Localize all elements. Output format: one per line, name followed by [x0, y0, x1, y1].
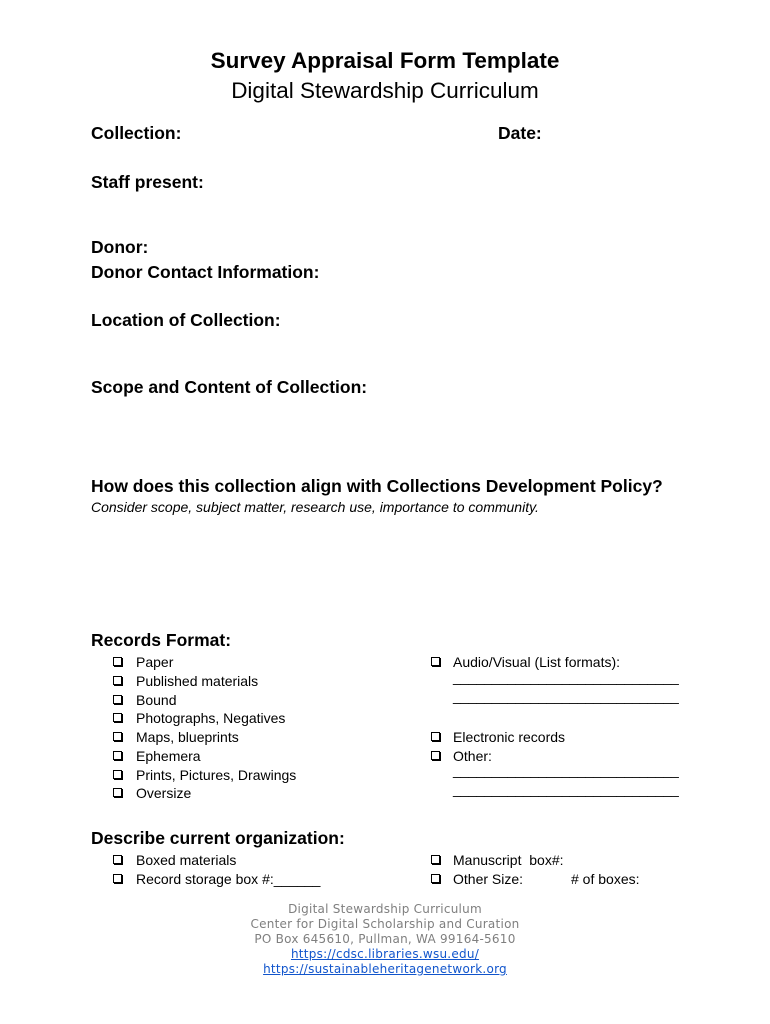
- date-label: Date:: [498, 123, 542, 143]
- location-label: Location of Collection:: [91, 310, 281, 330]
- checkbox-icon: [113, 855, 122, 864]
- checkbox-icon: [113, 770, 122, 779]
- number-of-boxes-label: # of boxes:: [571, 871, 640, 887]
- option-oversize: Oversize: [136, 785, 192, 801]
- option-other: Other:: [453, 748, 492, 764]
- option-maps: Maps, blueprints: [136, 729, 239, 745]
- option-other-size: Other Size:: [453, 871, 524, 887]
- checkbox-icon: [431, 874, 440, 883]
- sustainable-heritage-link[interactable]: https://sustainableheritagenetwork.org: [263, 962, 507, 976]
- other-blank-line: _____________________________: [453, 781, 679, 797]
- checkbox-icon: [113, 695, 122, 704]
- option-electronic-records: Electronic records: [453, 729, 566, 745]
- page-footer: [0, 902, 770, 977]
- checkbox-icon: [113, 713, 122, 722]
- option-ephemera: Ephemera: [136, 748, 201, 764]
- cdsc-link[interactable]: https://cdsc.libraries.wsu.edu/: [290, 947, 480, 961]
- option-prints: Prints, Pictures, Drawings: [136, 767, 297, 783]
- other-blank-line: _____________________________: [453, 762, 679, 778]
- current-organization-heading: Describe current organization:: [91, 828, 345, 848]
- checkbox-icon: [113, 751, 122, 760]
- policy-alignment-question: How does this collection align with Collections Development Policy?: [91, 476, 663, 496]
- footer-center: Center for Digital Scholarship and Curation: [250, 917, 520, 931]
- option-bound: Bound: [136, 692, 177, 708]
- staff-present-label: Staff present:: [91, 172, 204, 192]
- checkbox-icon: [113, 732, 122, 741]
- option-boxed-materials: Boxed materials: [136, 852, 237, 868]
- audio-visual-blank-line: _____________________________: [453, 669, 679, 685]
- checkbox-icon: [431, 732, 440, 741]
- footer-address: PO Box 645610, Pullman, WA 99164-5610: [254, 932, 516, 946]
- checkbox-icon: [431, 855, 440, 864]
- footer-program: Digital Stewardship Curriculum: [288, 902, 482, 916]
- form-title: Survey Appraisal Form Template: [210, 48, 560, 73]
- option-record-storage-box: Record storage box #:______: [136, 871, 321, 887]
- checkbox-icon: [431, 751, 440, 760]
- checkbox-icon: [113, 874, 122, 883]
- option-published-materials: Published materials: [136, 673, 259, 689]
- checkbox-icon: [113, 657, 122, 666]
- option-manuscript-box: Manuscript box#:: [453, 852, 564, 868]
- records-format-heading: Records Format:: [91, 630, 232, 650]
- option-audio-visual: Audio/Visual (List formats):: [453, 654, 621, 670]
- scope-content-label: Scope and Content of Collection:: [91, 377, 368, 397]
- donor-label: Donor:: [91, 237, 149, 257]
- option-paper: Paper: [136, 654, 174, 670]
- checkbox-icon: [113, 788, 122, 797]
- donor-contact-label: Donor Contact Information:: [91, 262, 320, 282]
- checkbox-icon: [113, 676, 122, 685]
- form-subtitle: Digital Stewardship Curriculum: [231, 78, 539, 103]
- checkbox-icon: [431, 657, 440, 666]
- audio-visual-blank-line: _____________________________: [453, 688, 679, 704]
- option-photographs: Photographs, Negatives: [136, 710, 286, 726]
- collection-label: Collection:: [91, 123, 182, 143]
- policy-alignment-hint: Consider scope, subject matter, research use, importance to community.: [91, 499, 539, 515]
